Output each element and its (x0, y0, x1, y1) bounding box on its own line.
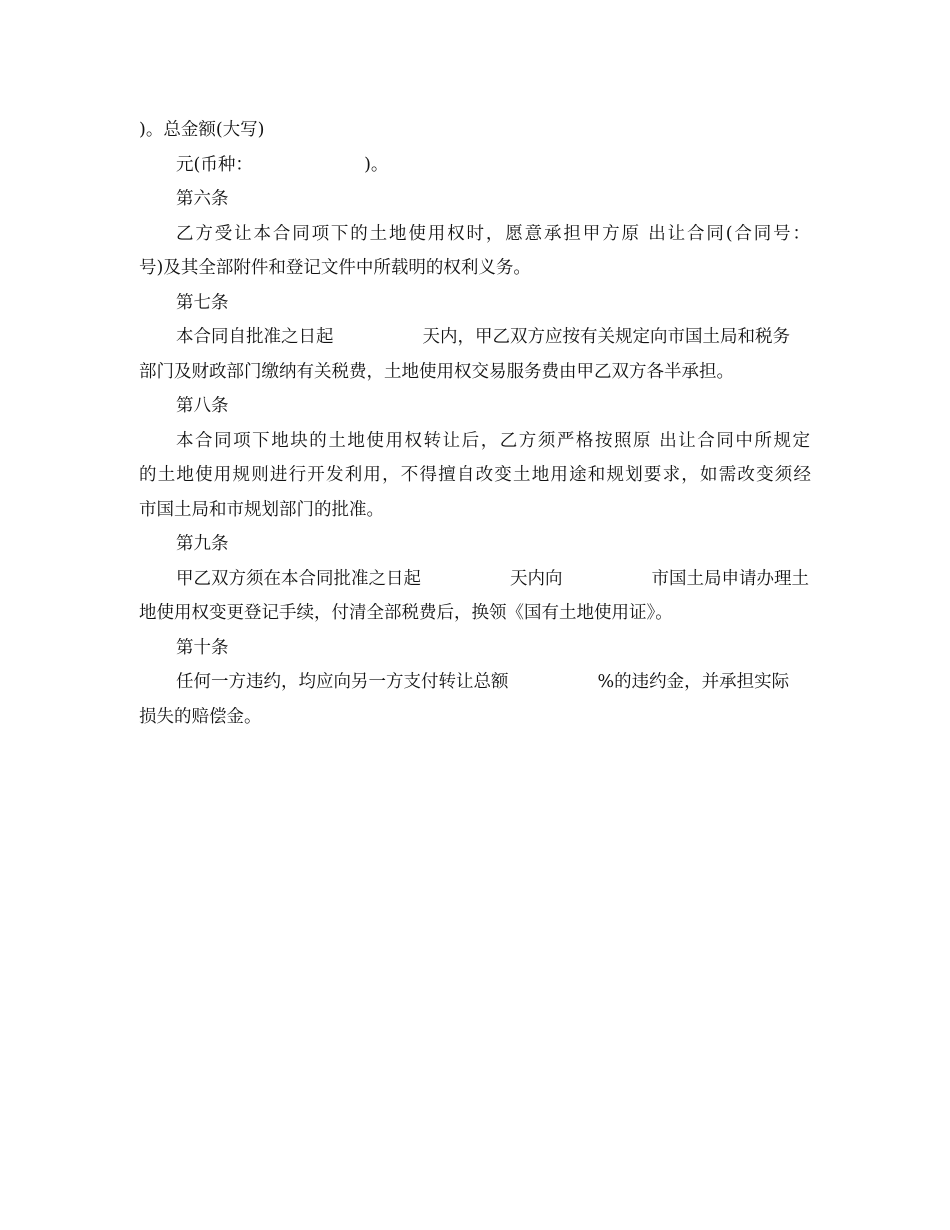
article-10-text-line-1: 任何一方违约，均应向另一方支付转让总额 %的违约金，并承担实际 (176, 672, 790, 692)
article-8-text-line-3: 市国土局和市规划部门的批准。 (139, 500, 384, 520)
article-7-heading: 第七条 (176, 293, 229, 313)
article-8-text-line-2: 的土地使用规则进行开发利用，不得擅自改变土地用途和规划要求，如需改变须经 (139, 465, 811, 485)
article-9-text-line-2: 地使用权变更登记手续，付清全部税费后，换领《国有土地使用证》。 (139, 603, 673, 623)
article-6-heading: 第六条 (176, 189, 229, 209)
article-10-heading: 第十条 (176, 638, 229, 658)
article-8-heading: 第八条 (176, 396, 229, 416)
article-7-text-line-2: 部门及财政部门缴纳有关税费，土地使用权交易服务费由甲乙双方各半承担。 (139, 362, 734, 382)
article-6-text-line-2: 号)及其全部附件和登记文件中所载明的权利义务。 (139, 258, 531, 278)
article-8-text-line-1: 本合同项下地块的土地使用权转让后，乙方须严格按照原 出让合同中所规定 (176, 431, 810, 451)
article-7-text-line-1: 本合同自批准之日起 天内，甲乙双方应按有关规定向市国土局和税务 (176, 327, 791, 347)
article-9-heading: 第九条 (176, 534, 229, 554)
line-total-amount: )。总金额(大写) (139, 120, 265, 140)
article-6-text-line-1: 乙方受让本合同项下的土地使用权时，愿意承担甲方原 出让合同(合同号： (176, 224, 810, 244)
article-10-text-line-2: 损失的赔偿金。 (139, 707, 262, 727)
article-9-text-line-1: 甲乙双方须在本合同批准之日起 天内向 市国土局申请办理土 (176, 569, 810, 589)
line-currency: 元(币种： )。 (176, 155, 389, 175)
